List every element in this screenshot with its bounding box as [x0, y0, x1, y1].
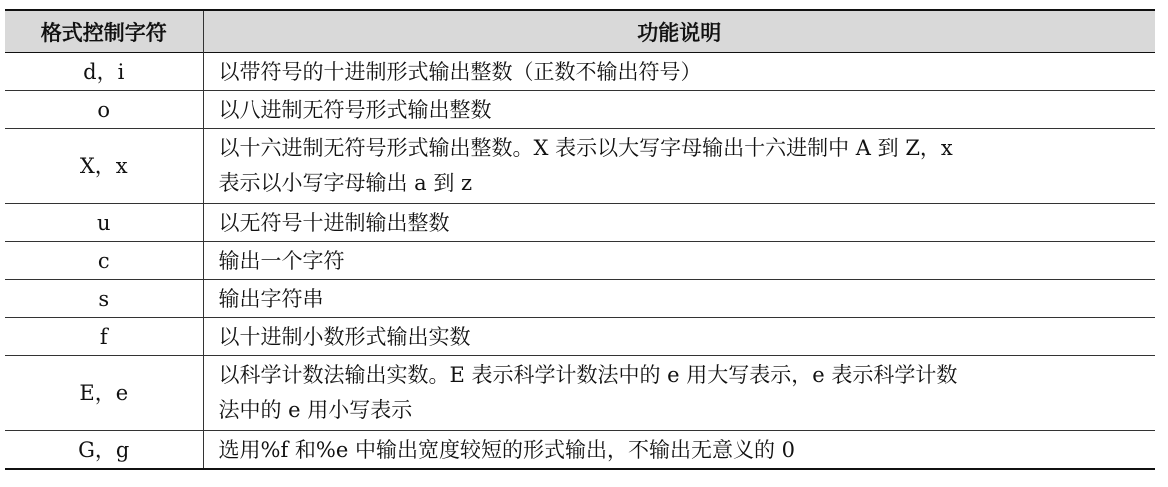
description-cell: 以十进制小数形式输出实数	[218, 324, 471, 349]
description-line: 表示以小写字母输出 a 到 z	[218, 171, 473, 195]
header-row	[5, 10, 1155, 53]
table-header	[5, 10, 1155, 53]
description-cell	[203, 356, 1155, 431]
description-cell: 输出一个字符	[218, 248, 345, 273]
description-cell: 以八进制无符号形式输出整数	[218, 97, 492, 122]
table	[5, 9, 1155, 470]
format-specifier-table	[5, 9, 1155, 470]
description-cell: 输出字符串	[218, 286, 324, 311]
table-row	[5, 129, 1155, 204]
table-row	[5, 280, 1155, 318]
table-row	[5, 431, 1155, 470]
description-cell	[203, 129, 1155, 204]
description-line: 以十六进制无符号形式输出整数。X 表示以大写字母输出十六进制中 A 到 Z，x	[218, 136, 953, 160]
description-cell: 以无符号十进制输出整数	[218, 210, 450, 235]
column-header-format-char: 格式控制字符	[5, 10, 203, 53]
format-char-cell: X，x	[5, 129, 203, 204]
column-header-description: 功能说明	[203, 10, 1155, 53]
format-char-cell: u	[5, 204, 203, 242]
format-char-cell: E，e	[5, 356, 203, 431]
table-row	[5, 356, 1155, 431]
table-row	[5, 53, 1155, 91]
table-row	[5, 318, 1155, 356]
format-char-cell: d，i	[5, 53, 203, 91]
format-char-cell: s	[5, 280, 203, 318]
description-cell: 以带符号的十进制形式输出整数（正数不输出符号）	[218, 59, 702, 84]
description-cell: 选用%f 和%e 中输出宽度较短的形式输出，不输出无意义的 0	[218, 437, 795, 462]
format-char-cell: f	[5, 318, 203, 356]
format-char-cell: c	[5, 242, 203, 280]
table-row	[5, 204, 1155, 242]
format-char-cell: G，g	[5, 431, 203, 470]
description-line: 法中的 e 用小写表示	[218, 398, 413, 422]
format-char-cell: o	[5, 91, 203, 129]
table-body	[5, 53, 1155, 470]
table-row	[5, 91, 1155, 129]
description-line: 以科学计数法输出实数。E 表示科学计数法中的 e 用大写表示，e 表示科学计数	[218, 363, 958, 387]
table-row	[5, 242, 1155, 280]
